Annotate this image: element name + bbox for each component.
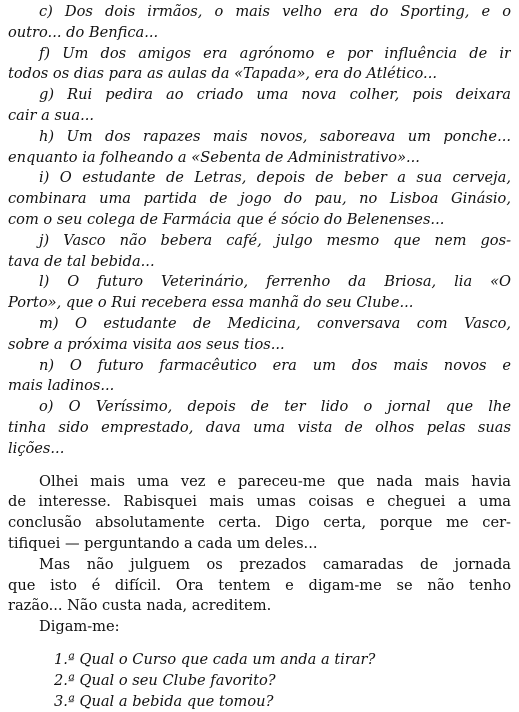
clue-line: g) Rui pedira ao criado uma nova colher, pois deixara — [8, 85, 511, 106]
clue-line: todos os dias para as aulas da «Tapada», era do Atlético... — [8, 64, 511, 85]
paragraph-line: de interesse. Rabisquei mais umas coisas e cheguei a uma — [8, 492, 511, 513]
clue-line: sobre a próxima visita aos seus tios... — [8, 335, 511, 356]
clue-line: h) Um dos rapazes mais novos, saboreava um ponche... — [8, 127, 511, 148]
clue-line: com o seu colega de Farmácia que é sócio do Belenenses... — [8, 210, 511, 231]
paragraph-line: tifiquei — perguntando a cada um deles... — [8, 534, 511, 555]
paragraph-line: Olhei mais uma vez e pareceu-me que nada mais havia — [8, 472, 511, 493]
paragraph-line: Digam-me: — [8, 617, 511, 638]
clue-line: i) O estudante de Letras, depois de beber a sua cerveja, — [8, 168, 511, 189]
paragraph-line: Mas não julguem os prezados camaradas de jornada — [8, 555, 511, 576]
clue-line: f) Um dos amigos era agrónomo e por influência de ir — [8, 44, 511, 65]
clue-line: enquanto ia folheando a «Sebenta de Administrativo»... — [8, 148, 511, 169]
clue-line: tinha sido emprestado, dava uma vista de olhos pelas suas — [8, 418, 511, 439]
question-item: 2.ª Qual o seu Clube favorito? — [8, 671, 511, 692]
clue-line: m) O estudante de Medicina, conversava com Vasco, — [8, 314, 511, 335]
narrative-text — [8, 472, 511, 638]
paragraph-line: razão... Não custa nada, acreditem. — [8, 596, 511, 617]
question-item: 3.ª Qual a bebida que tomou? — [8, 692, 511, 712]
clue-line: mais ladinos... — [8, 376, 511, 397]
clue-line: cair a sua... — [8, 106, 511, 127]
clue-line: o) O Veríssimo, depois de ter lido o jornal que lhe — [8, 397, 511, 418]
clue-line: n) O futuro farmacêutico era um dos mais novos e — [8, 356, 511, 377]
clue-line: c) Dos dois irmãos, o mais velho era do Sporting, e o — [8, 2, 511, 23]
clue-line: tava de tal bebida... — [8, 252, 511, 273]
clue-line: j) Vasco não bebera café, julgo mesmo que nem gos- — [8, 231, 511, 252]
clue-line: outro... do Benfica... — [8, 23, 511, 44]
question-list — [8, 650, 511, 712]
question-item: 1.ª Qual o Curso que cada um anda a tirar? — [8, 650, 511, 671]
clue-line: l) O futuro Veterinário, ferrenho da Briosa, lia «O — [8, 272, 511, 293]
section-gap — [8, 460, 511, 472]
clue-list — [8, 2, 511, 460]
clue-line: Porto», que o Rui recebera essa manhã do seu Clube... — [8, 293, 511, 314]
paragraph-line: que isto é difícil. Ora tentem e digam-me se não tenho — [8, 576, 511, 597]
clue-line: lições... — [8, 439, 511, 460]
paragraph-line: conclusão absolutamente certa. Digo certa, porque me cer- — [8, 513, 511, 534]
clue-line: combinara uma partida de jogo do pau, no Lisboa Ginásio, — [8, 189, 511, 210]
